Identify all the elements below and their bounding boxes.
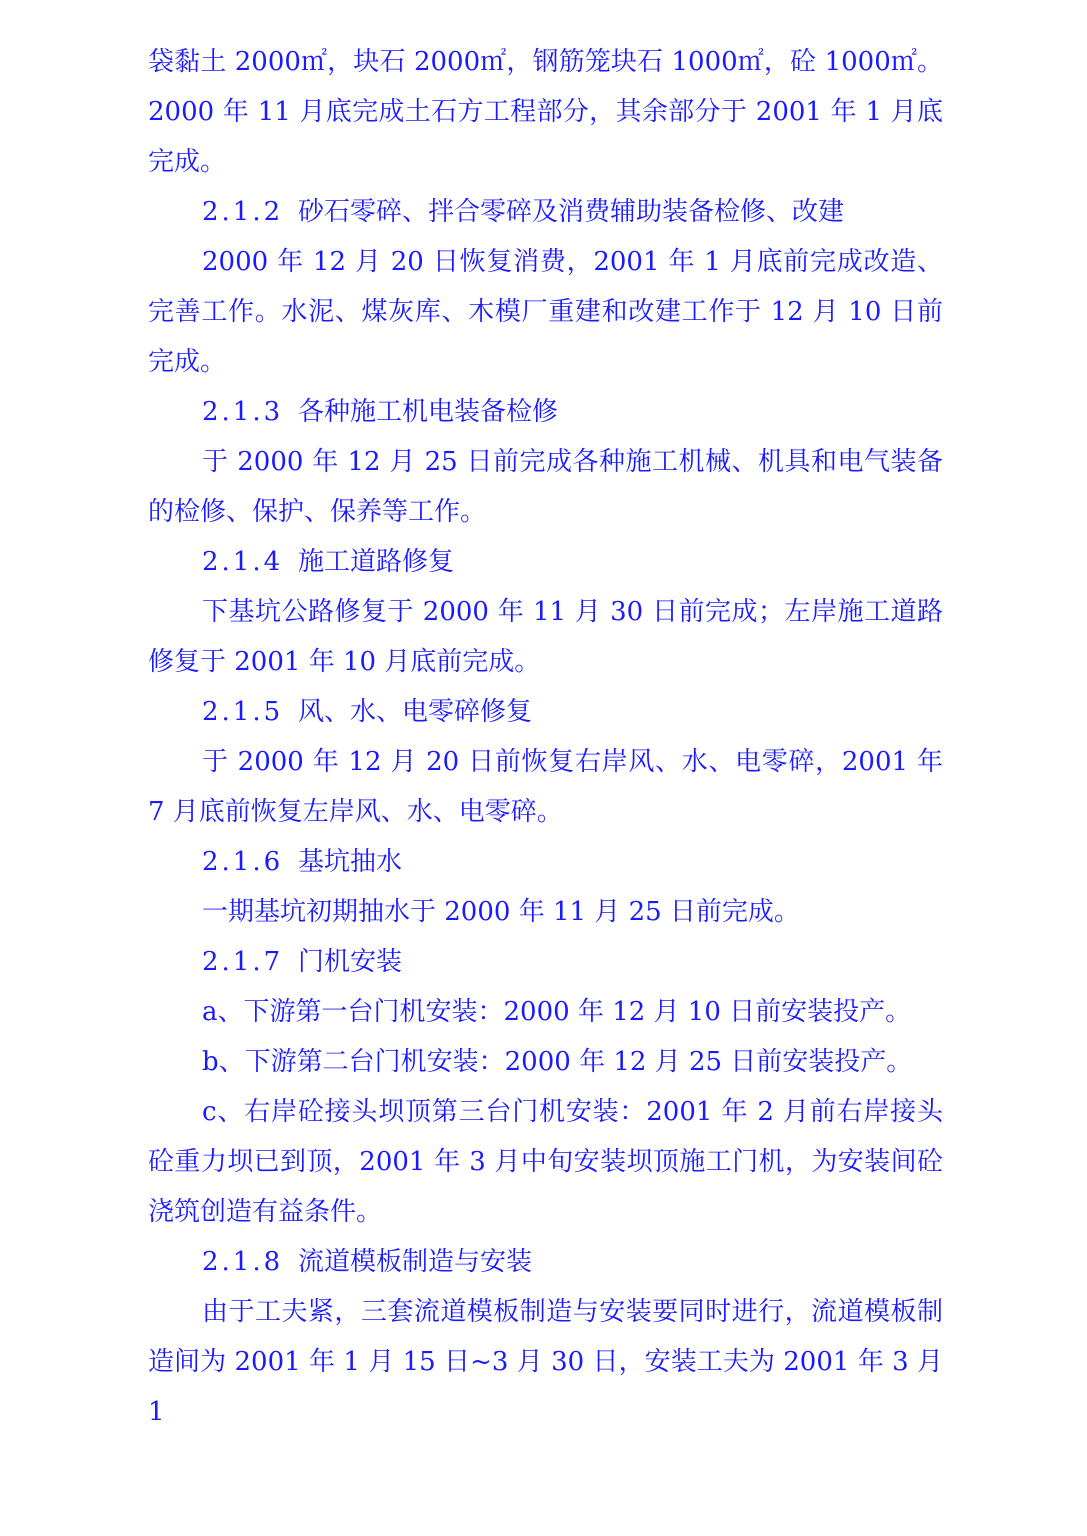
section-number: 2.1.4 — [202, 547, 284, 577]
section-heading-2-1-4 — [148, 537, 943, 587]
paragraph-2-1-8: 由于工夫紧，三套流道模板制造与安装要同时进行，流道模板制造间为 2001 年 1 月 15 日~3 月 30 日，安装工夫为 2001 年 3 月 1 — [148, 1297, 943, 1427]
section-title: 风、水、电零碎修复 — [298, 697, 533, 727]
list-item-a: a、下游第一台门机安装：2000 年 12 月 10 日前安装投产。 — [202, 997, 912, 1027]
section-title: 砂石零碎、拌合零碎及消费辅助装备检修、改建 — [298, 197, 845, 227]
section-heading-2-1-7 — [148, 937, 943, 987]
paragraph-2-1-5: 于 2000 年 12 月 20 日前恢复右岸风、水、电零碎，2001 年 7 月底前恢复左岸风、水、电零碎。 — [148, 747, 943, 827]
section-heading-2-1-3 — [148, 387, 943, 437]
section-title: 各种施工机电装备检修 — [298, 397, 559, 427]
list-item-b: b、下游第二台门机安装：2000 年 12 月 25 日前安装投产。 — [202, 1047, 913, 1077]
paragraph-continued: 袋黏土 2000㎡，块石 2000㎡，钢筋笼块石 1000㎡，砼 1000㎡。2000 年 11 月底完成土石方工程部分，其余部分于 2001 年 1 月底完成。 — [148, 47, 943, 177]
section-heading-2-1-5 — [148, 687, 943, 737]
section-title: 基坑抽水 — [298, 847, 403, 877]
section-number: 2.1.2 — [202, 197, 284, 227]
section-title: 流道模板制造与安装 — [298, 1247, 533, 1277]
section-number: 2.1.7 — [202, 947, 284, 977]
section-number: 2.1.3 — [202, 397, 284, 427]
list-item-c: c、右岸砼接头坝顶第三台门机安装：2001 年 2 月前右岸接头砼重力坝已到顶，2001 年 3 月中旬安装坝顶施工门机，为安装间砼浇筑创造有益条件。 — [148, 1097, 943, 1227]
section-title: 施工道路修复 — [298, 547, 455, 577]
section-heading-2-1-6 — [148, 837, 943, 887]
section-title: 门机安装 — [298, 947, 403, 977]
paragraph-2-1-4: 下基坑公路修复于 2000 年 11 月 30 日前完成；左岸施工道路修复于 2001 年 10 月底前完成。 — [148, 597, 943, 677]
paragraph-2-1-3: 于 2000 年 12 月 25 日前完成各种施工机械、机具和电气装备的检修、保护、保养等工作。 — [148, 447, 943, 527]
section-heading-2-1-8 — [148, 1237, 943, 1287]
paragraph-2-1-6: 一期基坑初期抽水于 2000 年 11 月 25 日前完成。 — [202, 897, 800, 927]
section-number: 2.1.8 — [202, 1247, 284, 1277]
section-heading-2-1-2 — [148, 187, 943, 237]
section-number: 2.1.5 — [202, 697, 284, 727]
section-number: 2.1.6 — [202, 847, 284, 877]
document-body — [148, 37, 943, 1437]
paragraph-2-1-2: 2000 年 12 月 20 日恢复消费，2001 年 1 月底前完成改造、完善工作。水泥、煤灰库、木模厂重建和改建工作于 12 月 10 日前完成。 — [148, 247, 943, 377]
